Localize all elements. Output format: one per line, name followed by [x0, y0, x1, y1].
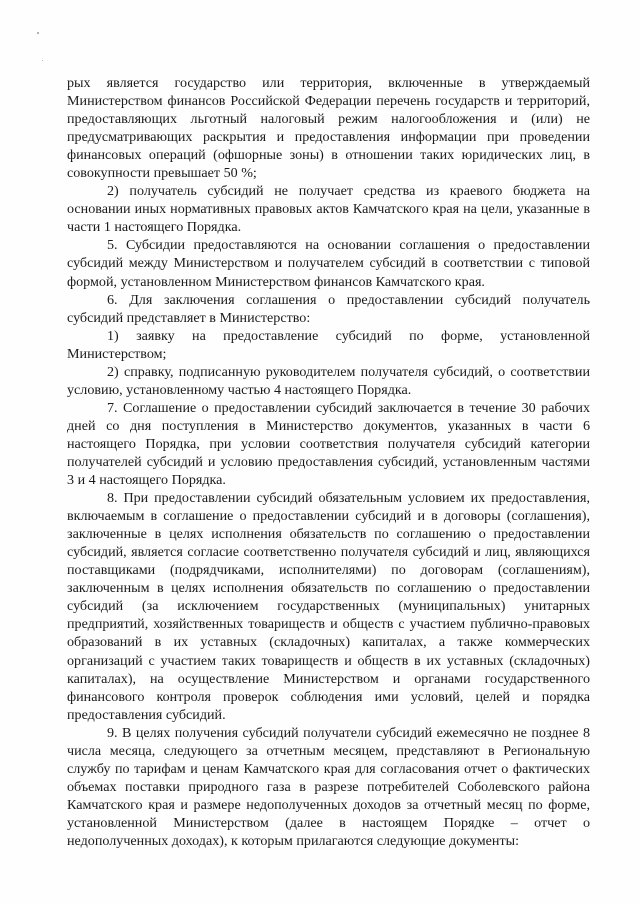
paragraph-section-6: 6. Для заключения соглашения о предоставлении субсидий получатель субсидий представляет в Министерство: — [67, 291, 590, 326]
document-body — [67, 74, 590, 850]
paragraph-item-2: 2) получатель субсидий не получает средства из краевого бюджета на основании иных нормативных правовых актов Камчатского края на цели, указанные в части 1 настоящего Порядка. — [67, 183, 590, 236]
paragraph-section-7: 7. Соглашение о предоставлении субсидий заключается в течение 30 рабочих дней со дня поступления в Министерство документов, указанных в части 6 настоящего Порядка, при условии соответствия получателя субсидий категории получателей субсидий и условию предоставления субсидий, установленным частями 3 и 4 настоящего Порядка. — [67, 399, 590, 489]
paragraph-section-6-item-1: 1) заявку на предоставление субсидий по форме, установленной Министерством; — [67, 327, 590, 362]
scan-speck — [37, 32, 39, 34]
paragraph-section-9: 9. В целях получения субсидий получатели субсидий ежемесячно не позднее 8 числа месяца, следующего за отчетным месяцем, представляют в Региональную службу по тарифам и ценам Камчатского края для согласования отчет о фактических объемах поставки природного газа в разрезе потребителей Соболевского района Камчатского края и размере недополученных доходов за отчетный месяц по форме, установленной Министерством (далее в настоящем Порядке – отчет о недополученных доходах), к которым прилагаются следующие документы: — [67, 724, 590, 849]
paragraph-continuation: рых является государство или территория, включенные в утверждаемый Министерством финансов Российской Федерации перечень государств и территорий, предоставляющих льготный налоговый режим налогообложения и (или) не предусматривающих раскрытия и предоставления информации при проведении финансовых операций (офшорные зоны) в отношении таких юридических лиц, в совокупности превышает 50 %; — [67, 75, 590, 182]
paragraph-section-5: 5. Субсидии предоставляются на основании соглашения о предоставлении субсидий между Министерством и получателем субсидий в соответствии с типовой формой, установленном Министерством финансов Камчатского края. — [67, 237, 590, 290]
paragraph-section-6-item-2: 2) справку, подписанную руководителем получателя субсидий, о соответствии условию, установленному частью 4 настоящего Порядка. — [67, 363, 590, 398]
scan-speck — [42, 60, 43, 61]
paragraph-section-8: 8. При предоставлении субсидий обязательным условием их предоставления, включаемым в соглашение о предоставлении субсидий и в договоры (соглашения), заключенные в целях исполнения обязательств по соглашению о предоставлении субсидий, является согласие соответственно получателя субсидий и лиц, являющихся поставщиками (подрядчиками, исполнителями) по договорам (соглашениям), заключенным в целях исполнения обязательств по соглашению о предоставлении субсидий (за исключением государственных (муниципальных) унитарных предприятий, хозяйственных товариществ и обществ с участием публично-правовых образований в их уставных (складочных) капиталах, а также коммерческих организаций с участием таких товариществ и обществ в их уставных (складочных) капиталах), на осуществление Министерством и органами государственного финансового контроля проверок соблюдения ими условий, целей и порядка предоставления субсидий. — [67, 490, 590, 723]
